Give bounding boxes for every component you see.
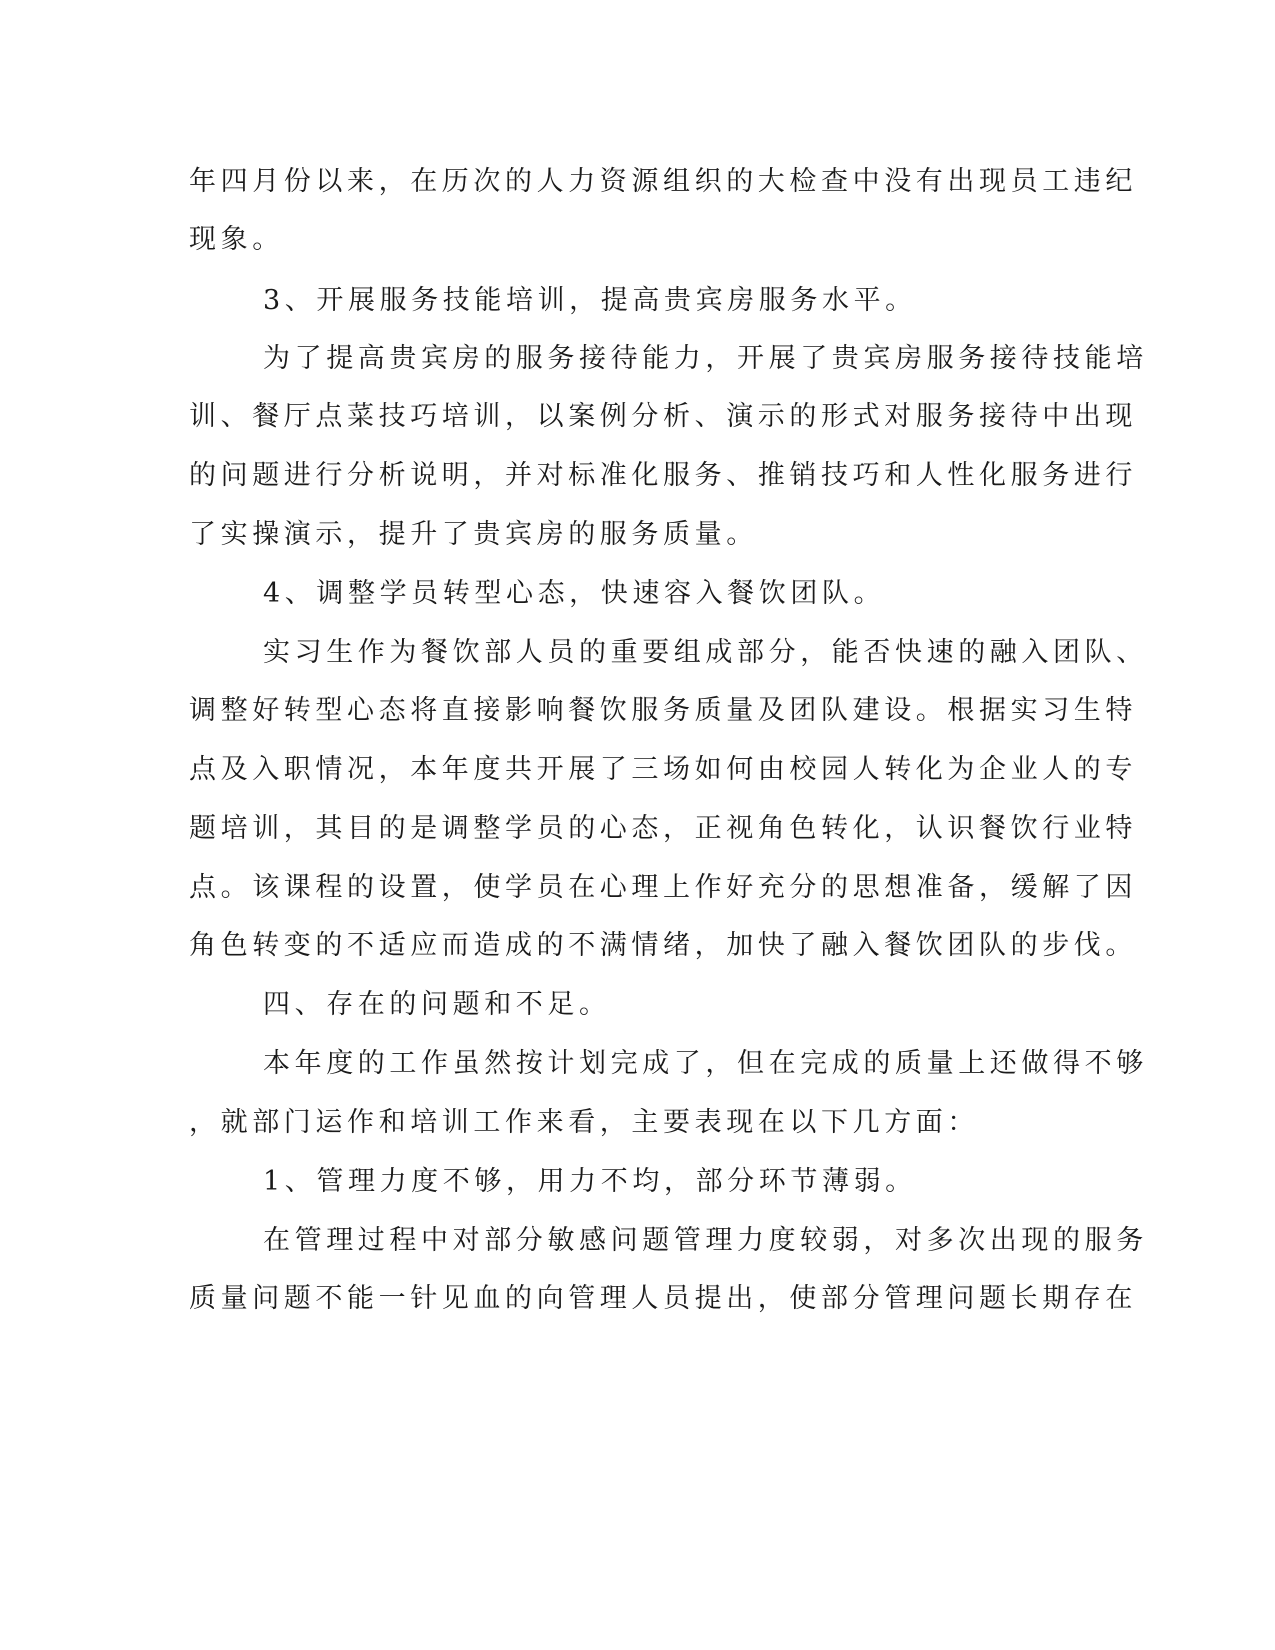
paragraph-line: ，就部门运作和培训工作来看，主要表现在以下几方面： <box>189 1107 979 1138</box>
paragraph-line: 质量问题不能一针见血的向管理人员提出，使部分管理问题长期存在 <box>189 1283 1137 1314</box>
paragraph-line: 题培训，其目的是调整学员的心态，正视角色转化，认识餐饮行业特 <box>189 813 1137 844</box>
paragraph-line: 年四月份以来，在历次的人力资源组织的大检查中没有出现员工违纪 <box>189 166 1137 197</box>
paragraph-line: 现象。 <box>189 224 284 255</box>
paragraph-line: 点。该课程的设置，使学员在心理上作好充分的思想准备，缓解了因 <box>189 872 1137 903</box>
paragraph-line: 在管理过程中对部分敏感问题管理力度较弱，对多次出现的服务 <box>263 1225 1148 1256</box>
paragraph-line: 训、餐厅点菜技巧培训，以案例分析、演示的形式对服务接待中出现 <box>189 401 1137 432</box>
section-heading: 1、管理力度不够，用力不均，部分环节薄弱。 <box>263 1166 917 1197</box>
paragraph-line: 调整好转型心态将直接影响餐饮服务质量及团队建设。根据实习生特 <box>189 695 1137 726</box>
section-heading: 3、开展服务技能培训，提高贵宾房服务水平。 <box>263 285 917 316</box>
paragraph-line: 角色转变的不适应而造成的不满情绪，加快了融入餐饮团队的步伐。 <box>189 930 1137 961</box>
section-heading: 四、存在的问题和不足。 <box>263 989 611 1020</box>
paragraph-line: 了实操演示，提升了贵宾房的服务质量。 <box>189 519 758 550</box>
paragraph-line: 点及入职情况，本年度共开展了三场如何由校园人转化为企业人的专 <box>189 754 1137 785</box>
paragraph-line: 本年度的工作虽然按计划完成了，但在完成的质量上还做得不够 <box>263 1048 1148 1079</box>
paragraph-line: 的问题进行分析说明，并对标准化服务、推销技巧和人性化服务进行 <box>189 460 1137 491</box>
paragraph-line: 为了提高贵宾房的服务接待能力，开展了贵宾房服务接待技能培 <box>263 343 1148 374</box>
section-heading: 4、调整学员转型心态，快速容入餐饮团队。 <box>263 578 886 609</box>
paragraph-line: 实习生作为餐饮部人员的重要组成部分，能否快速的融入团队、 <box>263 637 1148 668</box>
